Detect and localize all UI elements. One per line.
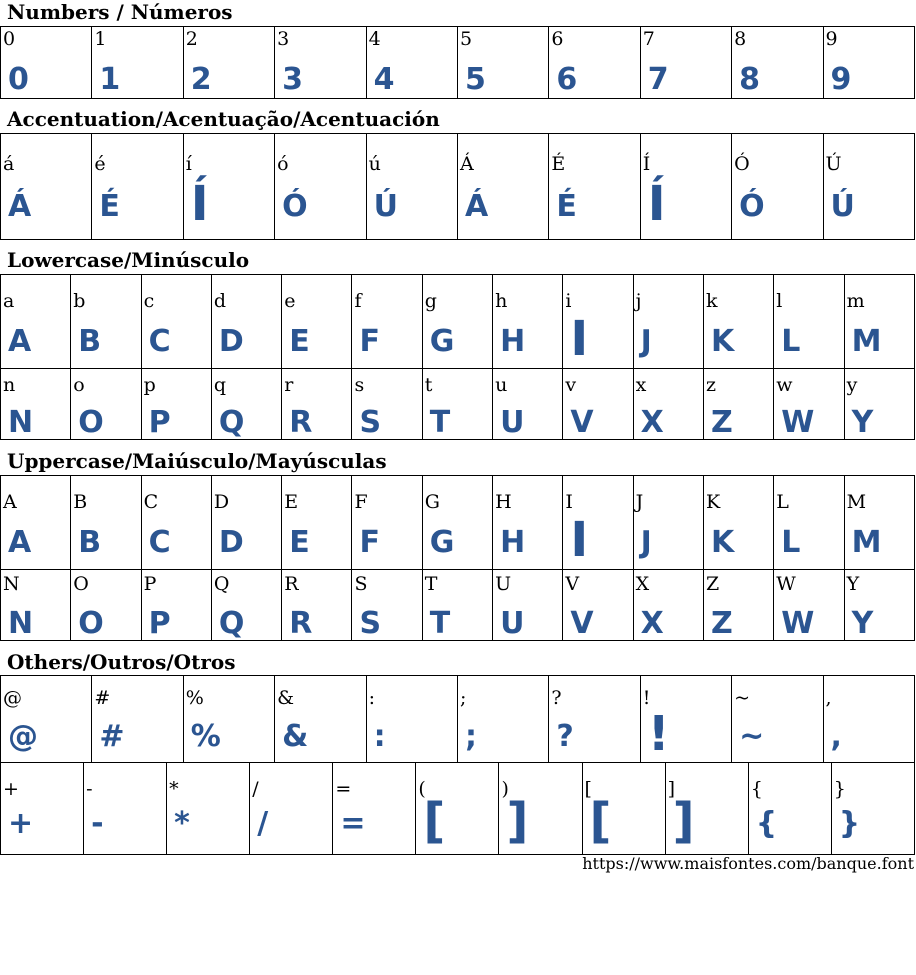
font-glyph-sample: Á [8, 189, 33, 224]
glyph-cell [211, 476, 281, 570]
char-label: X [635, 573, 650, 595]
font-glyph-sample: # [99, 719, 126, 754]
char-label: 4 [368, 28, 381, 50]
char-label: z [705, 374, 716, 396]
glyph-cell [352, 570, 422, 641]
font-glyph-sample: D [218, 525, 245, 560]
char-label: É [551, 153, 566, 175]
glyph-cell [748, 763, 831, 855]
font-glyph-sample: & [282, 719, 310, 754]
font-glyph-sample: W [781, 405, 816, 440]
char-label: 2 [185, 28, 198, 50]
numbers-grid [0, 26, 915, 99]
font-glyph-sample: J [640, 324, 653, 359]
glyph-cell [563, 570, 633, 641]
char-label: U [495, 573, 512, 595]
glyph-cell [71, 369, 141, 440]
font-glyph-sample: - [91, 806, 105, 841]
font-glyph-sample: Ó [739, 189, 766, 224]
char-label: { [750, 778, 763, 800]
font-glyph-sample: U [500, 405, 526, 440]
font-glyph-sample: Q [218, 606, 246, 641]
char-label: Y [846, 573, 860, 595]
char-label: / [252, 778, 259, 800]
glyph-cell [422, 369, 492, 440]
font-glyph-sample: Á [464, 189, 490, 224]
glyph-cell [493, 476, 563, 570]
glyph-cell [282, 275, 352, 369]
glyph-cell [71, 570, 141, 641]
char-label: y [846, 374, 858, 396]
font-glyph-sample: Z [710, 405, 734, 440]
font-glyph-sample: É [556, 189, 578, 224]
char-label: d [213, 290, 227, 312]
glyph-cell [844, 275, 914, 369]
font-glyph-sample: 1 [99, 62, 122, 97]
glyph-cell [633, 275, 703, 369]
font-glyph-sample: V [570, 405, 595, 440]
glyph-cell [703, 275, 773, 369]
char-label: a [3, 290, 15, 312]
font-glyph-sample: X [640, 606, 665, 641]
glyph-cell [774, 369, 844, 440]
glyph-cell [774, 570, 844, 641]
char-label: 9 [825, 28, 838, 50]
char-label: } [833, 778, 846, 800]
char-label: l [776, 290, 783, 312]
font-glyph-sample: 5 [464, 62, 487, 97]
glyph-cell [250, 763, 333, 855]
glyph-cell [141, 275, 211, 369]
glyph-cell [1, 134, 92, 240]
char-label: ( [418, 778, 426, 800]
font-glyph-sample: @ [8, 719, 39, 754]
font-glyph-sample: B [78, 324, 103, 359]
char-label: ] [667, 778, 676, 800]
char-label: á [3, 153, 15, 175]
glyph-cell [823, 134, 914, 240]
font-glyph-sample: H [500, 324, 527, 359]
font-glyph-sample: R [289, 606, 314, 641]
char-label: i [565, 290, 572, 312]
glyph-cell [732, 676, 823, 763]
glyph-cell [549, 27, 640, 99]
char-label: D [213, 491, 230, 513]
char-label: r [284, 374, 294, 396]
font-glyph-sample: Í [647, 176, 667, 232]
font-glyph-sample: } [838, 806, 862, 841]
glyph-cell [366, 27, 457, 99]
char-label: 8 [734, 28, 747, 50]
char-label: ) [501, 778, 509, 800]
char-label: w [776, 374, 793, 396]
glyph-cell [563, 369, 633, 440]
glyph-cell [167, 763, 250, 855]
glyph-cell [1, 275, 71, 369]
font-glyph-sample: M [851, 324, 883, 359]
font-glyph-sample: A [8, 525, 33, 560]
glyph-cell [774, 476, 844, 570]
char-label: p [143, 374, 156, 396]
glyph-cell [633, 570, 703, 641]
glyph-cell [366, 134, 457, 240]
font-glyph-sample: / [257, 806, 270, 841]
glyph-cell [563, 275, 633, 369]
char-label: , [825, 687, 832, 709]
uppercase-grid-row1 [0, 475, 915, 570]
font-glyph-sample: Z [710, 606, 734, 641]
glyph-cell [141, 570, 211, 641]
char-label: u [495, 374, 508, 396]
char-label: V [565, 573, 580, 595]
char-label: f [354, 290, 362, 312]
glyph-cell [823, 676, 914, 763]
glyph-cell [457, 676, 548, 763]
font-glyph-sample: M [851, 525, 883, 560]
char-label: ! [642, 687, 651, 709]
char-label: L [776, 491, 789, 513]
font-glyph-sample: S [359, 606, 383, 641]
char-label: & [277, 687, 295, 709]
font-glyph-sample: ] [672, 793, 696, 849]
font-glyph-sample: G [429, 324, 456, 359]
char-label: K [705, 491, 721, 513]
glyph-cell [563, 476, 633, 570]
glyph-cell [774, 275, 844, 369]
glyph-cell [183, 676, 274, 763]
glyph-cell [141, 369, 211, 440]
glyph-cell [71, 275, 141, 369]
glyph-cell [640, 134, 731, 240]
glyph-cell [416, 763, 499, 855]
char-label: # [94, 687, 111, 709]
font-glyph-sample: * [174, 806, 191, 841]
char-label: h [495, 290, 508, 312]
glyph-cell [640, 676, 731, 763]
char-label: Ó [734, 153, 750, 175]
glyph-cell [422, 476, 492, 570]
section-title-lowercase: Lowercase/Minúsculo [7, 248, 250, 272]
char-label: ó [277, 153, 289, 175]
font-glyph-sample: F [359, 525, 381, 560]
glyph-cell [844, 570, 914, 641]
char-label: v [565, 374, 577, 396]
char-label: B [73, 491, 88, 513]
glyph-cell [92, 134, 183, 240]
char-label: W [776, 573, 796, 595]
font-glyph-sample: ; [464, 719, 478, 754]
glyph-cell [703, 476, 773, 570]
font-glyph-sample: ~ [739, 719, 766, 754]
font-glyph-sample: P [148, 606, 172, 641]
char-label: í [185, 153, 192, 175]
font-glyph-sample: U [500, 606, 526, 641]
font-glyph-sample: N [8, 606, 35, 641]
char-label: 0 [3, 28, 16, 50]
glyph-cell [844, 476, 914, 570]
font-glyph-sample: G [429, 525, 456, 560]
glyph-cell [84, 763, 167, 855]
others-grid-row2 [0, 762, 915, 855]
font-glyph-sample: P [148, 405, 172, 440]
font-glyph-sample: ? [556, 719, 575, 754]
glyph-cell [282, 369, 352, 440]
font-glyph-sample: 0 [8, 62, 30, 97]
glyph-cell [183, 134, 274, 240]
section-title-numbers: Numbers / Números [7, 0, 233, 24]
char-label: N [3, 573, 20, 595]
char-label: = [335, 778, 352, 800]
glyph-cell [352, 369, 422, 440]
char-label: E [284, 491, 299, 513]
glyph-cell [1, 369, 71, 440]
font-glyph-sample: [ [589, 793, 613, 849]
source-url: https://www.maisfontes.com/banque.font [582, 854, 914, 873]
char-label: @ [3, 687, 22, 709]
section-title-others: Others/Outros/Otros [7, 650, 236, 674]
font-glyph-sample: D [218, 324, 245, 359]
glyph-cell [422, 275, 492, 369]
glyph-cell [275, 27, 366, 99]
section-title-uppercase: Uppercase/Maiúsculo/Mayúsculas [7, 449, 387, 473]
char-label: R [284, 573, 299, 595]
font-glyph-sample: H [500, 525, 527, 560]
char-label: t [424, 374, 433, 396]
glyph-cell [366, 676, 457, 763]
char-label: : [368, 687, 375, 709]
lowercase-grid-row2 [0, 368, 915, 440]
char-label: ? [551, 687, 562, 709]
glyph-cell [665, 763, 748, 855]
font-glyph-sample: I [570, 311, 590, 367]
font-glyph-sample: K [710, 525, 736, 560]
char-label: 3 [277, 28, 290, 50]
font-glyph-sample: O [78, 405, 105, 440]
glyph-cell [211, 570, 281, 641]
glyph-cell [1, 570, 71, 641]
glyph-cell [275, 134, 366, 240]
font-glyph-sample: X [640, 405, 665, 440]
font-glyph-sample: 7 [647, 62, 670, 97]
char-label: % [185, 687, 204, 709]
font-glyph-sample: Ú [830, 189, 856, 224]
glyph-cell [633, 476, 703, 570]
font-glyph-sample: 6 [556, 62, 579, 97]
font-glyph-sample: E [289, 525, 311, 560]
char-label: x [635, 374, 647, 396]
glyph-cell [282, 476, 352, 570]
font-glyph-sample: R [289, 405, 314, 440]
char-label: S [354, 573, 368, 595]
char-label: Z [705, 573, 720, 595]
char-label: [ [584, 778, 592, 800]
char-label: 7 [642, 28, 655, 50]
char-label: P [143, 573, 157, 595]
glyph-cell [1, 763, 84, 855]
font-glyph-sample: K [710, 324, 736, 359]
char-label: ~ [734, 687, 751, 709]
font-glyph-sample: 2 [190, 62, 213, 97]
font-glyph-sample: Y [851, 405, 875, 440]
glyph-cell [831, 763, 914, 855]
font-glyph-sample: Y [851, 606, 875, 641]
font-glyph-sample: J [640, 525, 653, 560]
font-glyph-sample: W [781, 606, 816, 641]
font-glyph-sample: ! [647, 706, 671, 762]
char-label: H [495, 491, 512, 513]
char-label: I [565, 491, 573, 513]
char-label: C [143, 491, 159, 513]
char-label: j [635, 290, 642, 312]
font-glyph-sample: L [781, 324, 802, 359]
glyph-cell [823, 27, 914, 99]
glyph-cell [582, 763, 665, 855]
font-glyph-sample: T [429, 405, 452, 440]
glyph-cell [493, 570, 563, 641]
font-glyph-sample: Q [218, 405, 246, 440]
char-label: Í [642, 153, 651, 175]
glyph-cell [493, 369, 563, 440]
char-label: M [846, 491, 867, 513]
glyph-cell [633, 369, 703, 440]
char-label: O [73, 573, 89, 595]
glyph-cell [92, 676, 183, 763]
font-glyph-sample: 8 [739, 62, 761, 97]
glyph-cell [493, 275, 563, 369]
char-label: q [213, 374, 227, 396]
glyph-cell [1, 27, 92, 99]
font-glyph-sample: , [830, 719, 843, 754]
char-label: A [3, 491, 17, 513]
glyph-cell [141, 476, 211, 570]
font-glyph-sample: É [99, 189, 121, 224]
glyph-cell [1, 676, 92, 763]
font-glyph-sample: 3 [282, 62, 305, 97]
font-glyph-sample: Í [190, 176, 210, 232]
font-glyph-sample: E [289, 324, 311, 359]
font-glyph-sample: % [190, 719, 222, 754]
glyph-cell [352, 476, 422, 570]
font-glyph-sample: = [340, 806, 367, 841]
others-grid-row1 [0, 675, 915, 763]
char-label: - [86, 778, 93, 800]
glyph-cell [71, 476, 141, 570]
glyph-cell [282, 570, 352, 641]
char-label: b [73, 290, 86, 312]
char-label: m [846, 290, 865, 312]
glyph-cell [499, 763, 582, 855]
font-glyph-sample: + [8, 806, 35, 841]
char-label: 1 [94, 28, 107, 50]
section-title-accents: Accentuation/Acentuação/Acentuación [7, 107, 440, 131]
font-glyph-sample: Ú [373, 189, 399, 224]
font-glyph-sample: 4 [373, 62, 396, 97]
glyph-cell [732, 27, 823, 99]
glyph-cell [703, 369, 773, 440]
char-label: k [705, 290, 718, 312]
font-glyph-sample: I [570, 512, 590, 568]
font-glyph-sample: C [148, 525, 172, 560]
glyph-cell [211, 369, 281, 440]
font-glyph-sample: B [78, 525, 103, 560]
char-label: o [73, 374, 85, 396]
char-label: e [284, 290, 296, 312]
font-glyph-sample: Ó [282, 189, 309, 224]
glyph-cell [183, 27, 274, 99]
glyph-cell [640, 27, 731, 99]
uppercase-grid-row2 [0, 569, 915, 641]
char-label: Ú [825, 153, 842, 175]
char-label: 6 [551, 28, 564, 50]
char-label: Q [213, 573, 230, 595]
glyph-cell [732, 134, 823, 240]
glyph-cell [422, 570, 492, 641]
char-label: Á [459, 153, 474, 175]
font-glyph-sample: : [373, 719, 387, 754]
font-glyph-sample: 9 [830, 62, 853, 97]
font-glyph-sample: L [781, 525, 802, 560]
glyph-cell [352, 275, 422, 369]
glyph-cell [549, 676, 640, 763]
font-glyph-sample: O [78, 606, 105, 641]
accents-grid [0, 133, 915, 240]
glyph-cell [92, 27, 183, 99]
char-label: s [354, 374, 365, 396]
char-label: ; [459, 687, 467, 709]
font-glyph-sample: { [755, 806, 779, 841]
glyph-cell [703, 570, 773, 641]
font-glyph-sample: C [148, 324, 172, 359]
glyph-cell [333, 763, 416, 855]
char-label: * [169, 778, 179, 800]
glyph-cell [275, 676, 366, 763]
glyph-cell [457, 27, 548, 99]
font-glyph-sample: T [429, 606, 452, 641]
char-label: J [635, 491, 644, 513]
char-label: G [424, 491, 440, 513]
char-label: F [354, 491, 368, 513]
glyph-cell [211, 275, 281, 369]
char-label: é [94, 153, 106, 175]
char-label: n [3, 374, 16, 396]
glyph-cell [549, 134, 640, 240]
font-glyph-sample: F [359, 324, 381, 359]
font-glyph-sample: N [8, 405, 35, 440]
char-label: c [143, 290, 155, 312]
font-glyph-sample: A [8, 324, 33, 359]
glyph-cell [1, 476, 71, 570]
glyph-cell [844, 369, 914, 440]
font-glyph-sample: S [359, 405, 383, 440]
char-label: T [424, 573, 438, 595]
char-label: + [3, 778, 19, 800]
char-label: ú [368, 153, 381, 175]
font-glyph-sample: ] [506, 793, 530, 849]
font-glyph-sample: V [570, 606, 595, 641]
font-glyph-sample: [ [423, 793, 447, 849]
lowercase-grid-row1 [0, 274, 915, 369]
char-label: 5 [459, 28, 473, 50]
char-label: g [424, 290, 437, 312]
glyph-cell [457, 134, 548, 240]
